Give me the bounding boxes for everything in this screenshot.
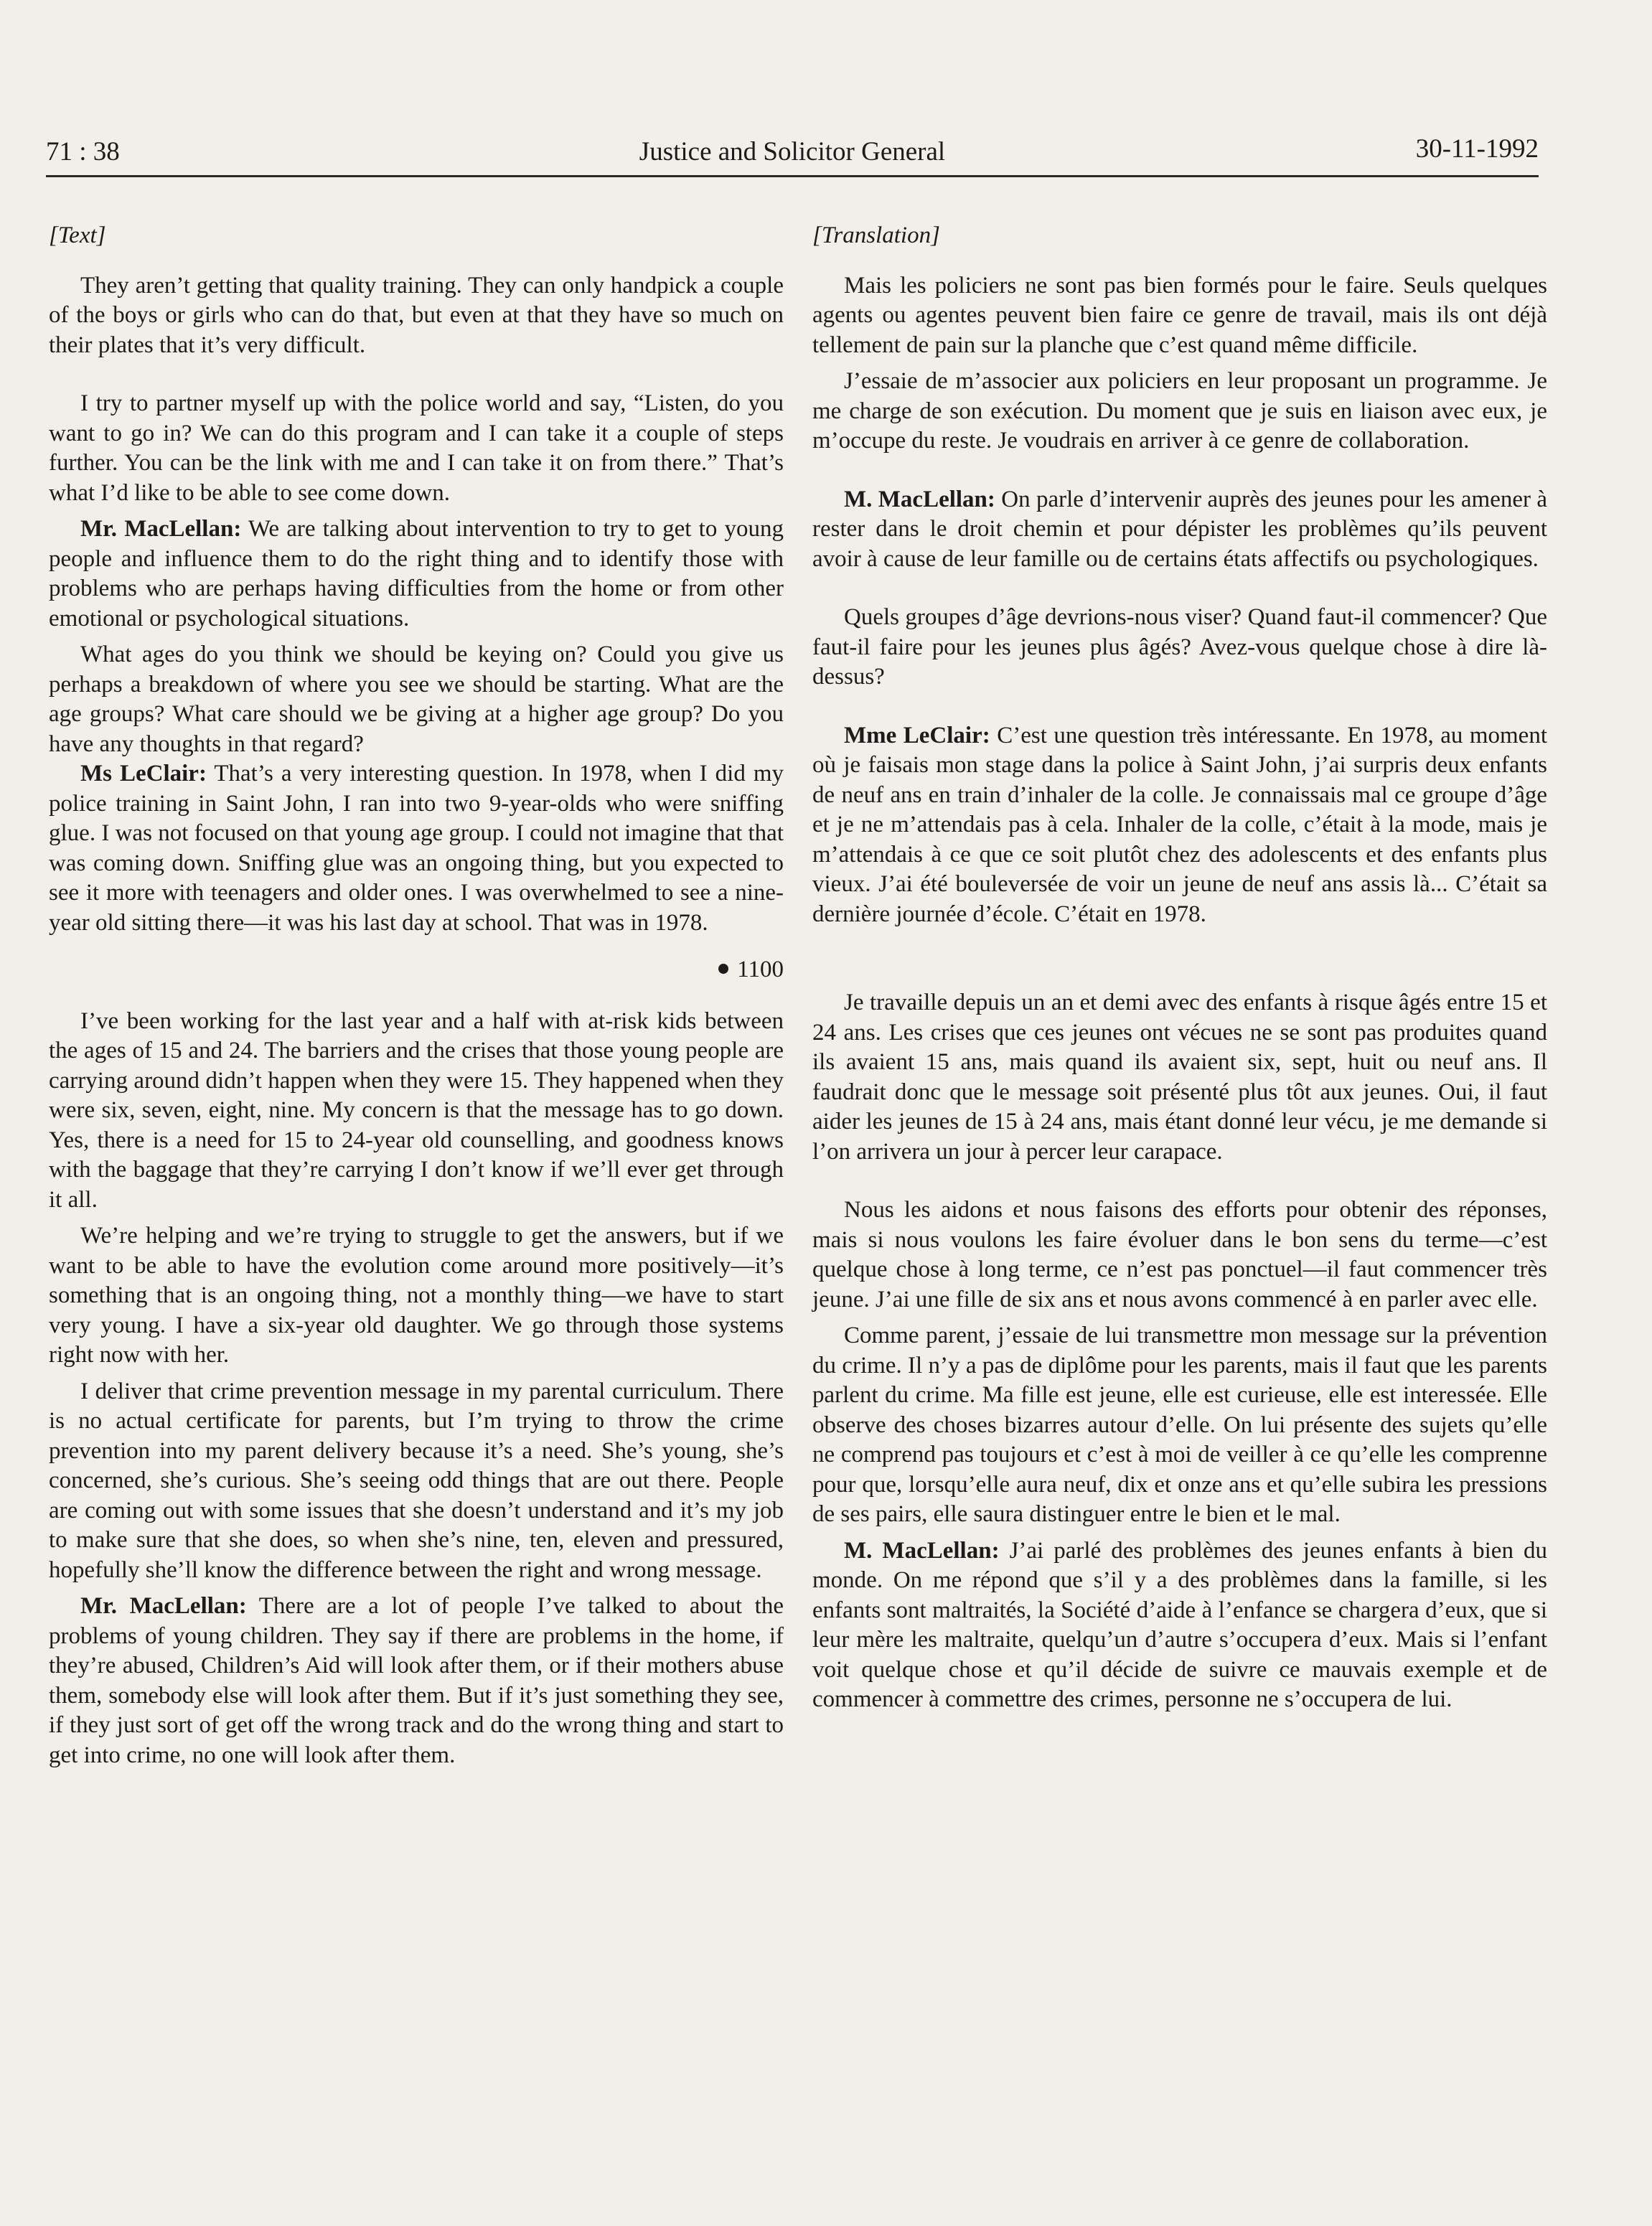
paragraph: I try to partner myself up with the police world and say, “Listen, do you want to go in? We can do this program and I can take it a couple of steps further. You can be the link with me and I can take it on from there.” That’s what I’d like to be able to see come down. — [49, 390, 784, 506]
speaker-name: Mr. MacLellan: — [80, 1593, 247, 1619]
paragraph: J’essaie de m’associer aux policiers en leur proposant un programme. Je me charge de son exécution. Du moment que je suis en liaison avec eux, je m’occupe du reste. Je voudrais en arriver à ce genre de collaboration. — [812, 368, 1547, 454]
speech-text: J’ai parlé des problèmes des jeunes enfants à bien du monde. On me répond que s’il y a des problèmes dans la famille, si les enfants sont maltraités, la Société d’aide à l’enfance se chargera d’eux, que si leur mère les maltraite, quelqu’un d’autre s’occupera d’eux. Mais si l’enfant voit quelque chose et qu’il décide de suivre ce mauvais exemple et de commencer à commettre des crimes, personne ne s’occupera de lui. — [812, 1537, 1547, 1712]
speaker-name: Ms LeClair: — [80, 761, 207, 786]
column-tag: [Text] — [49, 222, 106, 248]
paragraph: Nous les aidons et nous faisons des efforts pour obtenir des réponses, mais si nous voulons les faire évoluer dans le bon sens du terme—c’est quelque chose à long terme, ce n’est pas ponctuel—il faut commencer très jeune. J’ai une fille de six ans et nous avons commencé à en parler avec elle. — [812, 1197, 1547, 1312]
paragraph — [49, 515, 784, 634]
paragraph — [812, 485, 1547, 575]
paragraph — [49, 759, 784, 938]
paragraph — [812, 721, 1547, 930]
paragraph: Mais les policiers ne sont pas bien formés pour le faire. Seuls quelques agents ou agentes peuvent bien faire ce genre de travail, mais ils ont déjà tellement de pain sur la planche que c’est quand même difficile. — [812, 272, 1547, 358]
paragraph: They aren’t getting that quality training. They can only handpick a couple of the boys or girls who can do that, but even at that they have so much on their plates that it’s very difficult. — [49, 272, 784, 358]
speech-text: We are talking about intervention to try to get to young people and influence them to do the right thing and to identify those with problems who are perhaps having difficulties from the home or from other emotional or psychological situations. — [49, 516, 784, 631]
paragraph — [812, 1536, 1547, 1715]
time-marker-label: 1100 — [737, 957, 784, 982]
paragraph: I’ve been working for the last year and a half with at-risk kids between the ages of 15 and 24. The barriers and the crises that those young people are carrying around didn’t happen when they were 15. They happened when they were six, seven, eight, nine. My concern is that the message has to go down. Yes, there is a need for 15 to 24-year old counselling, and goodness knows with the baggage that they’re carrying I don’t know if we’ll ever get through it all. — [49, 1008, 784, 1213]
paragraph: Je travaille depuis un an et demi avec des enfants à risque âgés entre 15 et 24 ans. Les crises que ces jeunes ont vécues ne se sont pas produites quand ils avaient 15 ans, mais quand ils avaient six, sept, huit ou neuf ans. Il faudrait donc que le message soit présenté plus tôt aux jeunes. Oui, il faut aider les jeunes de 15 à 24 ans, mais étant donné leur vécu, je me demande si l’on arrivera un jour à percer leur carapace. — [812, 990, 1547, 1165]
speaker-name: M. MacLellan: — [844, 1537, 1000, 1564]
speech-text: There are a lot of people I’ve talked to about the problems of young children. They say if there are problems in the home, if they’re abused, Children’s Aid will look after them, or if their mothers abuse them, somebody else will look after them. But if it’s just something they see, if they just sort of get off the wrong track and do the wrong thing and start to get into crime, no one will look after them. — [49, 1593, 784, 1768]
page-date: 30-11-1992 — [1415, 134, 1539, 164]
page-number: 71 : 38 — [46, 137, 120, 166]
speaker-name: Mr. MacLellan: — [80, 516, 242, 542]
paragraph — [49, 1592, 784, 1770]
speech-text: That’s a very interesting question. In 1978, when I did my police training in Saint John, I ran into two 9-year-olds who were sniffing glue. I was not focused on that young age group. I could not imagine that that was coming down. Sniffing glue was an ongoing thing, but you expected to see it more with teenagers and older ones. I was overwhelmed to see a nine-year old sitting there—it was his last day at school. That was in 1978. — [49, 761, 784, 936]
english-column — [49, 221, 784, 1770]
bullet-icon — [718, 964, 728, 974]
paragraph: Comme parent, j’essaie de lui transmettre mon message sur la prévention du crime. Il n’y a pas de diplôme pour les parents, mais il faut que les parents parlent du crime. Ma fille est jeune, elle est curieuse, elle est interessée. Elle observe des choses bizarres autour d’elle. On lui présente des sujets qu’elle ne comprend pas toujours et c’est à moi de veiller à ce qu’elle les comprenne pour que, lorsqu’elle aura neuf, dix et onze ans et qu’elle subira les pressions de ses pairs, elle saura distinguer entre le bien et le mal. — [812, 1323, 1547, 1527]
speech-text: On parle d’intervenir auprès des jeunes pour les amener à rester dans le droit chemin et pour dépister les problèmes qu’ils peuvent avoir à cause de leur famille ou de certains états affectifs ou psychologiques. — [812, 486, 1547, 572]
column-tag: [Translation] — [812, 222, 940, 248]
time-marker — [49, 955, 784, 985]
paragraph: We’re helping and we’re trying to struggle to get the answers, but if we want to be able to have the evolution come around more positively—it’s something that is an ongoing thing, not a monthly thing—we have to start very young. I have a six-year old daughter. We go through those systems right now with her. — [49, 1223, 784, 1368]
page-header — [46, 133, 1539, 177]
paragraph: What ages do you think we should be keying on? Could you give us perhaps a breakdown of where you see we should be starting. What are the age groups? What care should we be giving at a higher age group? Do you have any thoughts in that regard? — [49, 642, 784, 757]
speech-text: C’est une question très intéressante. En 1978, au moment où je faisais mon stage dans la police à Saint John, j’ai surpris deux enfants de neuf ans en train d’inhaler de la colle. Je connaissais mal ce groupe d’âge et je ne m’attendais pas à cela. Inhaler de la colle, c’était à la mode, mais je m’attendais à ce que ce soit plutôt chez des adolescents et des enfants plus vieux. J’ai été bouleversée de voir un jeune de neuf ans assis là... C’était sa dernière journée d’école. C’était en 1978. — [812, 722, 1547, 927]
paragraph: I deliver that crime prevention message in my parental curriculum. There is no actual certificate for parents, but I’m trying to throw the crime prevention into my parent delivery because it’s a need. She’s young, she’s concerned, she’s curious. She’s seeing odd things that are out there. People are coming out with some issues that she doesn’t understand and it’s my job to make sure that she does, so when she’s nine, ten, eleven and pressured, hopefully she’ll know the difference between the right and wrong message. — [49, 1378, 784, 1583]
french-column — [812, 221, 1547, 1715]
paragraph: Quels groupes d’âge devrions-nous viser? Quand faut-il commencer? Que faut-il faire pour les jeunes plus âgés? Avez-vous quelque chose à dire là-dessus? — [812, 604, 1547, 690]
speaker-name: Mme LeClair: — [844, 722, 990, 748]
speaker-name: M. MacLellan: — [844, 486, 995, 512]
page-title: Justice and Solicitor General — [639, 137, 946, 166]
